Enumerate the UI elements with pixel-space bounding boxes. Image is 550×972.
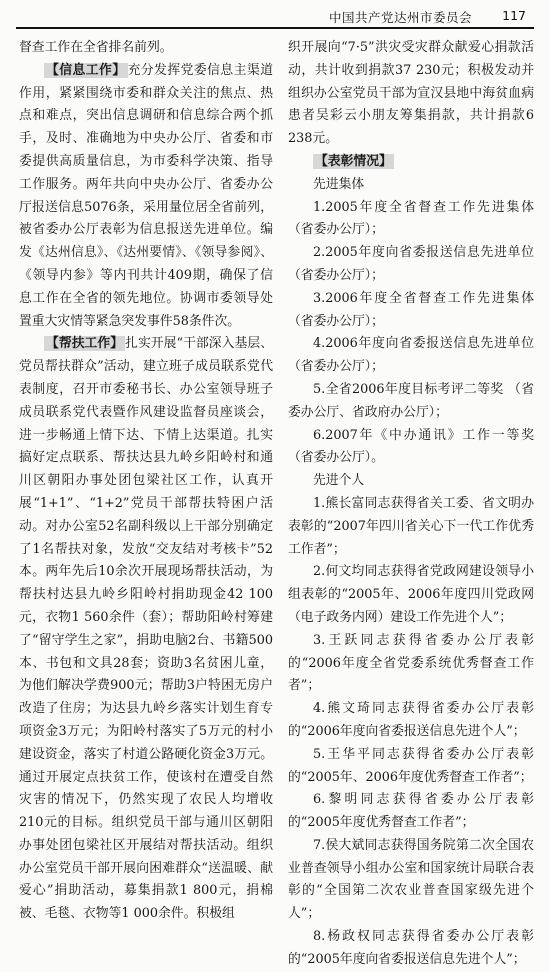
list-item: 3.王跃同志获得省委办公厅表彰的“2006年度全省党委系统优秀督查工作者”； (288, 632, 534, 694)
list-item: 1.熊长富同志获得省关工委、省文明办表彰的“2007年四川省关心下一代工作优秀工作者”； (288, 495, 534, 557)
paragraph-help-body: 扎实开展“干部深入基层、党员帮扶群众”活动，建立班子成员联系党代表制度，召开市委秘书长、办公室领导班子成员联系党代表暨作风建设监督员座谈会，进一步畅通上情下达、下情上达渠道。扎实搞好定点联系、帮扶达县九岭乡阳岭村和通川区朝阳办事处团包梁社区工作，认真开展“1+1”、“1+2”党员干部帮扶特困户活动。对办公室52名副科级以上干部分别确定了1名帮扶对象，发放“交友结对考核卡”52本。两年先后10余次开展现场帮扶活动，为帮扶村达县九岭乡阳岭村捐助现金42 100元，衣物1 560余件（套）；帮助阳岭村筹建了“留守学生之家”，捐助电脑2台、书籍500本、书包和文具28套；资助3名贫困儿童，为他们解决学费900元；帮助3户特困无房户改造了住房；为达县九岭乡落实计划生育专项资金3万元；为阳岭村落实了5万元的村小建设资金，落实了村道公路硬化资金3万元。通过开展定点扶贫工作，使该村在遭受自然灾害的情况下，仍然实现了农民人均增收210元的目标。组织党员干部与通川区朝阳办事处团包梁社区开展结对帮扶活动。组织办公室党员干部开展向困难群众“送温暖、献爱心”捐助活动，募集捐款1 800元，捐棉被、毛毯、衣物等1 000余件。积极组 (19, 336, 274, 922)
list-item: 1.2005年度全省督查工作先进集体 （省委办公厅）； (288, 199, 534, 238)
list-item: 2.何文均同志获得省党政网建设领导小组表彰的“2005年、2006年度四川党政网（电子政务内网）建设工作先进个人”； (288, 564, 534, 625)
list-item: 4.2006年度向省委报送信息先进单位（省委办公厅）； (288, 336, 534, 375)
subheading-collective: 先进集体 (313, 176, 365, 192)
running-title: 中国共产党达州市委员会 (328, 10, 472, 25)
paragraph-help-work (19, 333, 273, 926)
list-item: 5.全省2006年度目标考评二等奖 （省委办公厅、省政府办公厅）； (288, 381, 534, 420)
list-item: 5.王华平同志获得省委办公厅表彰的“2005年、2006年度优秀督查工作者”； (288, 746, 534, 785)
section-heading-honors: 【表彰情况】 (315, 153, 392, 169)
paragraph-info-body: 充分发挥党委信息主渠道作用，紧紧围绕市委和群众关注的焦点、热点和难点，突出信息调研和信息综合两个抓手，及时、准确地为中央办公厅、省委和市委提供高质量信息，为市委科学决策、指导工作服务。两年共向中央办公厅、省委办公厅报送信息5076条，采用量位居全省前列，被省委办公厅表彰为信息报送先进单位。编发《达州信息》、《达州要情》、《领导参阅》、《领导内参》等内刊共计409期，确保了信息工作在全省的领先地位。协调市委领导处置重大灾情等紧急突发事件58条件次。 (19, 62, 274, 329)
section-heading-info-work: 【信息工作】 (46, 62, 126, 78)
paragraph-continuation: 督查工作在全省排名前列。 (19, 40, 173, 55)
paragraph-continuation-right: 织开展向“7·5”洪灾受灾群众献爱心捐款活动，共计收到捐款37 230元；积极发动并组织办公室党员干部为宣汉县地中海贫血病患者吴彩云小朋友筹集捐款，共计捐款6 238元。 (288, 40, 534, 147)
list-item: 8.杨政权同志获得省委办公厅表彰的“2005年度向省委报送信息先进个人”； (288, 929, 534, 967)
page-header (0, 0, 550, 34)
list-item: 4.熊文琦同志获得省委办公厅表彰的“2006年度向省委报送信息先进个人”； (288, 701, 534, 739)
list-item: 6.黎明同志获得省委办公厅表彰的“2005年度优秀督查工作者”； (288, 792, 534, 831)
page-number: 117 (502, 8, 526, 23)
collective-list (288, 197, 534, 471)
right-column (288, 37, 534, 972)
list-item: 6.2007年《中办通讯》工作一等奖 （省委办公厅）。 (288, 427, 534, 466)
subheading-individual: 先进个人 (313, 473, 365, 489)
section-heading-honors-line (288, 151, 534, 174)
left-column (19, 37, 273, 926)
list-item: 2.2005年度向省委报送信息先进单位（省委办公厅）； (288, 245, 534, 283)
list-item: 7.侯大斌同志获得国务院第二次全国农业普查领导小组办公室和国家统计局联合表彰的“全国第二次农业普查国家级先进个人”； (288, 837, 534, 922)
individual-list (288, 493, 534, 972)
paragraph-info-work (19, 60, 273, 334)
list-item: 3.2006年度全省督查工作先进集体 （省委办公厅）； (288, 290, 534, 329)
section-heading-help-work: 【帮扶工作】 (46, 336, 124, 352)
header-rule (16, 27, 534, 29)
